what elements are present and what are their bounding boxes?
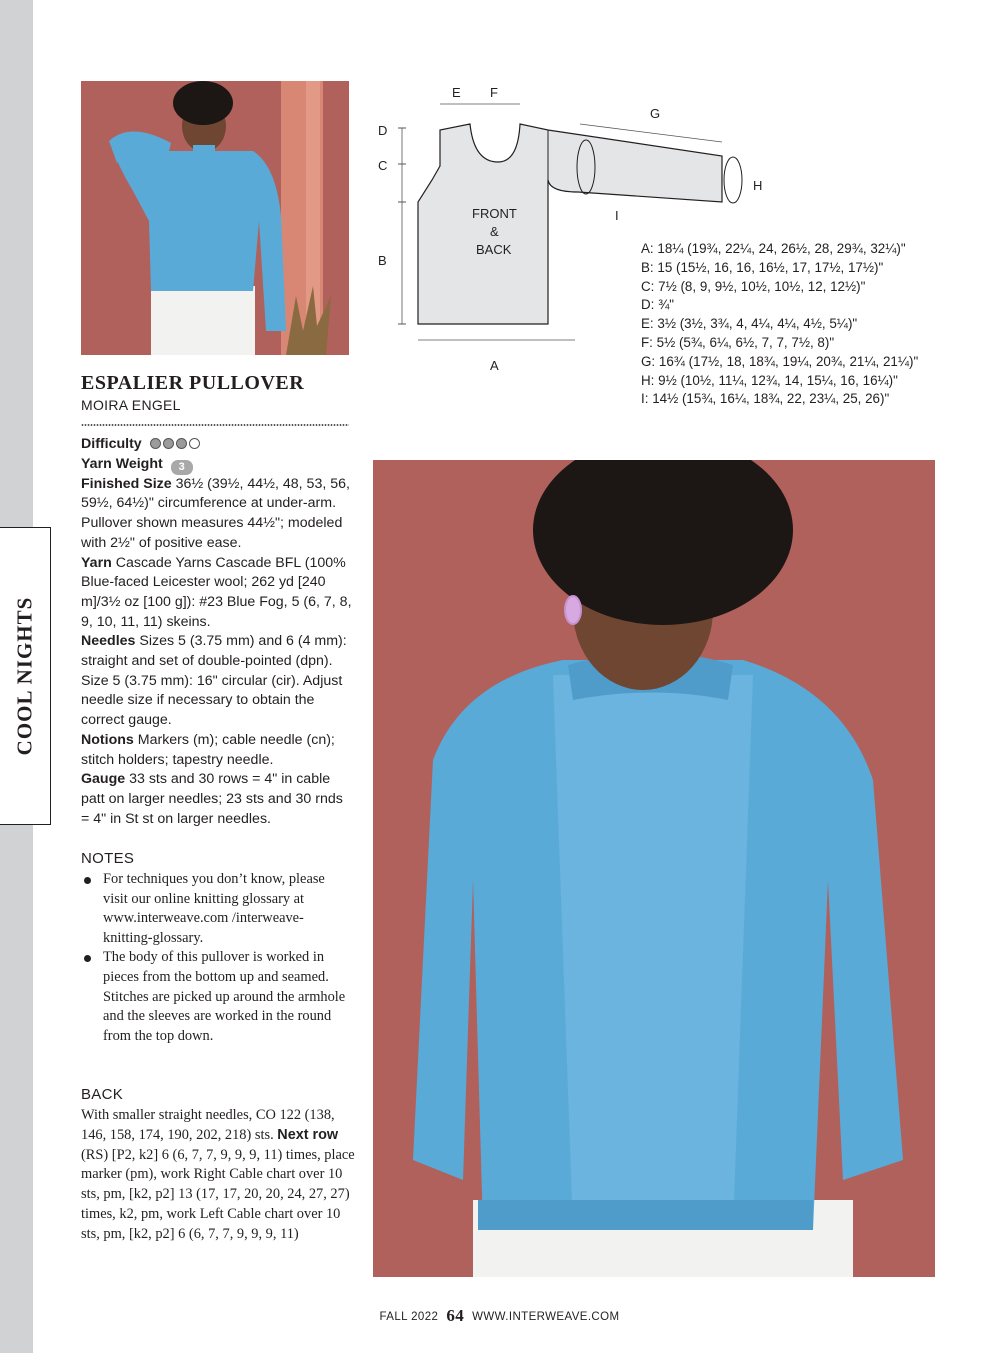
yarn-weight-label: Yarn Weight	[81, 455, 163, 472]
dim-g: G	[650, 106, 661, 121]
measurement-row: C: 7½ (8, 9, 9½, 10½, 10½, 12, 12½)"	[641, 278, 866, 294]
designer-name: MOIRA ENGEL	[81, 397, 181, 413]
notes-list	[81, 870, 351, 1046]
footer-season: FALL 2022	[379, 1311, 439, 1323]
difficulty-line	[81, 435, 353, 455]
dim-b: B	[378, 253, 387, 268]
measurement-row: I: 14½ (15¾, 16¼, 18¾, 22, 23¼, 25, 26)"	[641, 391, 890, 407]
gauge-text: 33 sts and 30 rows = 4" in cable patt on larger needles; 23 sts and 30 rnds = 4" in St st on larger needles.	[81, 771, 343, 827]
list-item: For techniques you don’t know, please visit our online knitting glossary at www.interweave.com /interweave-knitting-glossary.	[81, 870, 351, 948]
measurement-row: H: 9½ (10½, 11¼, 12¾, 14, 15¼, 16, 16¼)"	[641, 372, 898, 388]
back-text-1: With smaller straight needles, CO 122 (138, 146, 158, 174, 190, 202, 218) sts.	[81, 1107, 335, 1143]
footer-url: WWW.INTERWEAVE.COM	[472, 1311, 620, 1323]
back-next-row: Next row	[277, 1126, 339, 1143]
measurement-row: E: 3½ (3½, 3¾, 4, 4¼, 4¼, 4½, 5¼)"	[641, 316, 858, 332]
back-heading: BACK	[81, 1086, 124, 1103]
yarn-weight-badge-icon: 3	[171, 460, 193, 475]
difficulty-dot-filled-icon	[176, 438, 187, 449]
finished-size-text: 36½ (39½, 44½, 48, 53, 56, 59½, 64½)" circumference at under-arm. Pullover shown measures 44½"; modeled with 2½" of positive ease.	[81, 475, 350, 551]
pattern-title: ESPALIER PULLOVER	[81, 372, 305, 394]
back-instructions	[81, 1106, 357, 1245]
model-front-photo	[81, 81, 349, 355]
model-back-photo	[373, 460, 935, 1277]
difficulty-rating	[150, 436, 202, 452]
measurements-list	[641, 240, 918, 409]
dim-d: D	[378, 123, 388, 138]
dim-e: E	[452, 85, 461, 100]
page-footer	[0, 1306, 999, 1326]
notions-text: Markers (m); cable needle (cn); stitch holders; tapestry needle.	[81, 731, 335, 768]
measurement-row: A: 18¼ (19¾, 22¼, 24, 26½, 28, 29¾, 32¼)"	[641, 241, 906, 256]
yarn-text: Cascade Yarns Cascade BFL (100% Blue-faced Leicester wool; 262 yd [240 m]/3½ oz [100 g]): #23 Blue Fog, 5 (6, 7, 8, 9, 10, 11, 11) skeins.	[81, 554, 352, 630]
dim-c: C	[378, 158, 388, 173]
finished-size	[81, 475, 353, 554]
gauge	[81, 770, 353, 829]
notions	[81, 731, 353, 770]
schematic-front-label: FRONT	[472, 206, 517, 221]
section-tab-label: COOL NIGHTS	[12, 596, 37, 756]
difficulty-label: Difficulty	[81, 436, 142, 452]
notes-heading: NOTES	[81, 850, 135, 867]
dim-a: A	[490, 358, 499, 373]
schematic-amp-label: &	[490, 224, 499, 239]
needles-text: Sizes 5 (3.75 mm) and 6 (4 mm): straight and set of double-pointed (dpn). Size 5 (3.75 mm): 16" circular (cir). Adjust needle size if necessary to obtain the correct gauge.	[81, 633, 347, 729]
needles	[81, 632, 353, 731]
dim-f: F	[490, 85, 498, 100]
gauge-label: Gauge	[81, 771, 126, 788]
yarn-label: Yarn	[81, 554, 112, 571]
section-tab	[0, 527, 51, 825]
difficulty-dot-filled-icon	[163, 438, 174, 449]
measurement-row: D: ¾"	[641, 297, 675, 313]
difficulty-dot-filled-icon	[150, 438, 161, 449]
yarn	[81, 554, 353, 633]
notions-label: Notions	[81, 731, 134, 748]
specs-block	[81, 435, 353, 829]
needles-label: Needles	[81, 633, 136, 650]
dim-i: I	[615, 208, 619, 223]
measurement-row: B: 15 (15½, 16, 16, 16½, 17, 17½, 17½)"	[641, 259, 884, 275]
page-number: 64	[446, 1306, 465, 1325]
yarn-weight-line	[81, 455, 353, 475]
difficulty-dot-empty-icon	[189, 438, 200, 449]
back-text-2: (RS) [P2, k2] 6 (6, 7, 7, 9, 9, 9, 11) times, place marker (pm), work Right Cable chart over 10 sts, pm, [k2, p2] 13 (17, 17, 20, 20, 24, 27, 27) times, k2, pm, work Left Cable chart over 10 sts, pm, [k2, p2] 6 (6, 7, 7, 9, 9, 9, 11)	[81, 1146, 355, 1242]
dim-h: H	[753, 178, 763, 193]
schematic-back-label: BACK	[476, 242, 512, 257]
divider	[81, 423, 349, 427]
measurement-row: F: 5½ (5¾, 6¼, 6½, 7, 7, 7½, 8)"	[641, 334, 835, 350]
finished-size-label: Finished Size	[81, 475, 172, 492]
measurement-row: G: 16¾ (17½, 18, 18¾, 19¼, 20¾, 21¼, 21¼)"	[641, 353, 919, 369]
list-item: The body of this pullover is worked in pieces from the bottom up and seamed. Stitches are picked up around the armhole and the sleeves are worked in the round from the top down.	[81, 948, 351, 1046]
